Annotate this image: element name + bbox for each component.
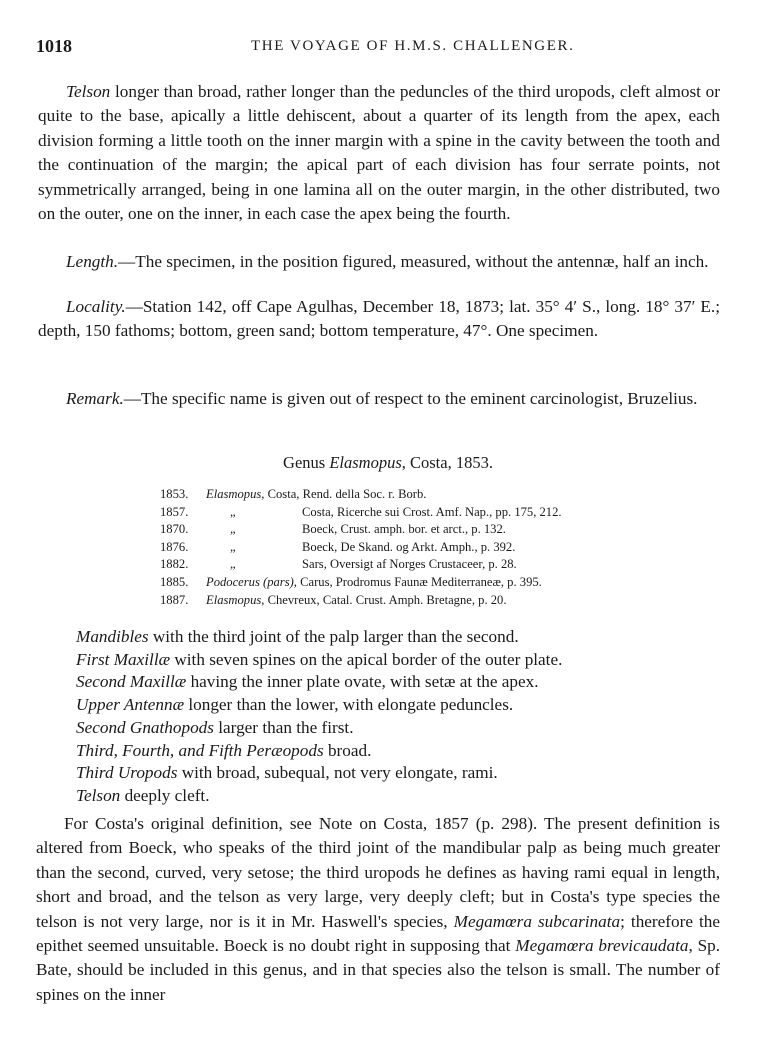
character-item: Third Uropods with broad, subequal, not very elongate, rami. [76,763,498,783]
character-item: Upper Antennæ longer than the lower, with elongate peduncles. [76,695,514,715]
synonymy-row: 1882. „ Sars, Oversigt af Norges Crustaceer, p. 28. [160,557,517,572]
locality-text: —Station 142, off Cape Agulhas, December 18, 1873; lat. 35° 4′ S., long. 18° 37′ E.; depth, 150 fathoms; bottom, green sand; bottom temperature, 47°. One specimen. [38,297,720,341]
character-item: Third, Fourth, and Fifth Peræopods broad. [76,740,372,760]
locality-paragraph [38,295,720,344]
telson-text: longer than broad, rather longer than the peduncles of the third uropods, cleft almost or quite to the base, apically a little dehiscent, about a quarter of its length from the apex, each division forming a little tooth on the inner margin with a spine in the cavity between the tooth and the continuation of the margin; the apical part of each division has four serrate points, not symmetrically arranged, being in one lamina all on the outer margin, in the other distributed, two on the outer, one on the inner, in each case the apex being the fourth. [38,82,720,224]
generic-characters [76,626,562,808]
locality-label: Locality. [66,297,126,316]
genus-name: Elasmopus [329,453,402,472]
character-item: Second Gnathopods larger than the first. [76,717,354,737]
synonymy-row: 1876. „ Boeck, De Skand. og Arkt. Amph., p. 392. [160,539,516,554]
remark-label: Remark. [66,389,124,408]
length-text: —The specimen, in the position figured, measured, without the antennæ, half an inch. [118,252,709,271]
synonymy-row: 1857. „ Costa, Ricerche sui Crost. Amf. Nap., pp. 175, 212. [160,504,562,519]
genus-heading: Genus Elasmopus, Costa, 1853. [283,453,493,472]
page-header [36,36,756,58]
synonymy-row: 1887. Elasmopus, Chevreux, Catal. Crust. Amph. Bretagne, p. 20. [160,592,507,607]
remark-paragraph [38,387,720,411]
character-item: Telson deeply cleft. [76,785,210,805]
synonymy-row: 1885. Podocerus (pars), Carus, Prodromus Faunæ Mediterraneæ, p. 395. [160,574,542,589]
length-label: Length. [66,252,119,271]
page-number: 1018 [36,36,72,56]
synonymy-list [160,486,562,609]
synonymy-row: 1870. „ Boeck, Crust. amph. bor. et arct., p. 132. [160,522,506,537]
running-title: THE VOYAGE OF H.M.S. CHALLENGER. [251,38,575,54]
character-item: First Maxillæ with seven spines on the apical border of the outer plate. [76,649,563,669]
character-item: Mandibles with the third joint of the palp larger than the second. [76,627,519,646]
synonymy-row: 1853. Elasmopus, Costa, Rend. della Soc. r. Borb. [160,487,427,501]
character-item: Second Maxillæ having the inner plate ovate, with setæ at the apex. [76,672,539,692]
telson-paragraph [38,80,720,226]
remark-text: —The specific name is given out of respect to the eminent carcinologist, Bruzelius. [123,389,698,408]
length-paragraph [38,250,720,274]
telson-label: Telson [66,82,111,101]
costa-definition-paragraph: For Costa's original definition, see Note on Costa, 1857 (p. 298). The present definition is altered from Boeck, who speaks of the third joint of the mandibular palp as being much greater than the second, curved, very setose; the third uropods he defines as having rami equal in length, short and broad, and the telson as very large, very deeply cleft; but in Costa's type species the telson is not very large, nor is it in Mr. Haswell's species, Megamœra subcarinata; therefore the epithet seemed unsuitable. Boeck is no doubt right in supposing that Megamœra brevicaudata, Sp. Bate, should be included in this genus, and in that species also the telson is small. The number of spines on the inner [36,814,721,1004]
